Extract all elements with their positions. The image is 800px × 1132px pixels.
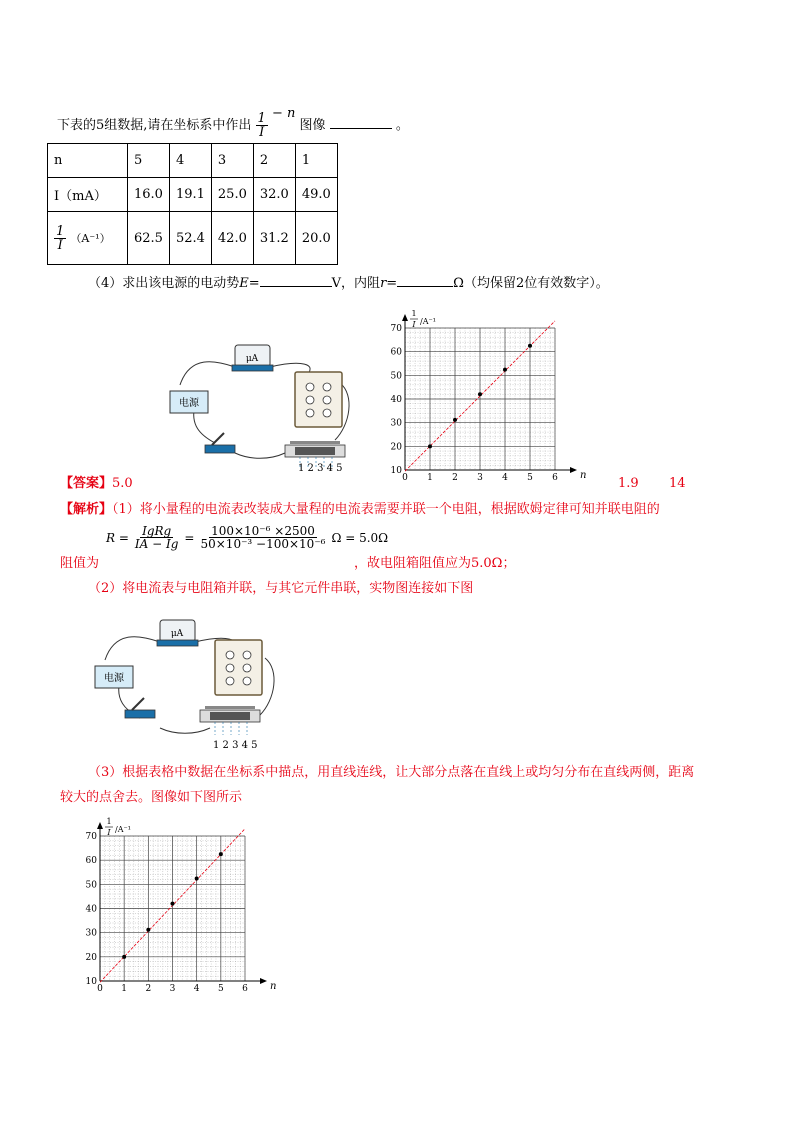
y-tick-label: 60: [390, 347, 402, 358]
x-tick-label: 2: [145, 984, 152, 993]
x-tick-label: 3: [477, 473, 483, 483]
battery: [95, 666, 133, 688]
battery-label: 电源: [104, 673, 124, 684]
answer-2: 1.9: [618, 476, 639, 491]
x-origin-label: 0: [402, 473, 408, 483]
intro-minus-n: − n: [271, 106, 296, 121]
intro-text: 下表的5组数据,请在坐标系中作出: [57, 118, 252, 133]
microammeter: [157, 620, 198, 646]
y-label-unit: /A⁻¹: [420, 317, 436, 326]
graph-2: [75, 808, 295, 993]
y-label-unit: /A⁻¹: [115, 825, 131, 834]
rheostat: [285, 441, 345, 457]
y-tick-label: 20: [390, 442, 402, 453]
x-axis-label: n: [580, 470, 587, 481]
y-tick-label: 40: [85, 904, 97, 915]
x-tick-label: 2: [452, 473, 458, 483]
data-point: [171, 902, 175, 906]
switch: [125, 698, 155, 718]
analysis-p3a: （3）根据表格中数据在坐标系中描点，用直线连线，让大部分点落在直线上或均匀分布在直线两侧，距离: [88, 765, 695, 780]
y-label-num: 1: [411, 310, 417, 318]
x-axis-arrow: [260, 978, 267, 984]
y-tick-label: 70: [85, 832, 97, 842]
x-tick-label: 5: [217, 984, 224, 993]
table-row: $\frac{1}{I}$ （A⁻¹） 62.5 52.4 42.0 31.2 20.0: [48, 212, 338, 265]
resistance-box: [215, 640, 262, 695]
microammeter: [232, 345, 273, 371]
y-tick-label: 70: [390, 324, 402, 334]
x-axis-label: n: [270, 981, 277, 992]
y-axis-arrow: [402, 314, 408, 321]
answer-3: 14: [669, 476, 686, 491]
x-tick-label: 4: [502, 473, 508, 483]
intro-line: 下表的5组数据,请在坐标系中作出 $\frac{1}{I}$ − n 图像 。: [57, 106, 409, 140]
x-tick-label: 5: [527, 473, 533, 483]
data-point: [195, 877, 199, 881]
eq-fraction-2: $\frac{\text{100×10⁻⁶ ×2500}}{\text{50×10⁻³ −100×10⁻⁶}}$: [200, 524, 326, 551]
data-point: [503, 368, 507, 372]
intro-text-after: 图像: [299, 118, 326, 133]
eq-fraction-1: $\frac{\text{IgRg}}{IA - Ig}$: [134, 524, 179, 551]
y-tick-label: 30: [85, 928, 97, 939]
table-row: n 5 4 3 2 1: [48, 144, 338, 178]
y-tick-label: 60: [85, 856, 97, 867]
data-point: [122, 955, 126, 959]
x-tick-label: 4: [193, 984, 200, 993]
resistance-blank[interactable]: [397, 286, 453, 287]
graph-1: [380, 310, 600, 485]
y-tick-label: 20: [85, 952, 97, 963]
data-point: [478, 392, 482, 396]
answer-line: 【答案】5.0: [60, 476, 133, 491]
equation: R = $\frac{\text{IgRg}}{IA - Ig}$ = $\frac{\text{100×10⁻⁶ ×2500}}{\text{50×10⁻³ −100×10⁻⁶}}$ Ω = 5.0Ω: [106, 524, 389, 551]
question-4: （4）求出该电源的电动势E= V，内阻r= Ω（均保留2位有效数字）。: [88, 276, 609, 291]
y-origin-label: 10: [390, 466, 402, 476]
circuit-diagram-2: [85, 610, 285, 745]
x-origin-label: 0: [97, 984, 103, 993]
x-tick-label: 1: [427, 473, 433, 483]
table-row: I（mA） 16.0 19.1 25.0 32.0 49.0: [48, 178, 338, 212]
y-tick-label: 50: [85, 880, 97, 891]
y-tick-label: 50: [390, 371, 402, 382]
y-tick-label: 30: [390, 418, 402, 429]
emf-blank[interactable]: [260, 286, 332, 287]
analysis-p3b: 较大的点舍去。图像如下图所示: [60, 790, 243, 805]
intro-blank[interactable]: [330, 128, 392, 129]
switch: [205, 433, 235, 453]
y-origin-label: 10: [85, 977, 97, 987]
meter-label: μA: [245, 354, 259, 364]
rheostat-scale: 1 2 3 4 5: [213, 740, 258, 751]
data-table: [47, 143, 338, 265]
intro-fraction: $\frac{1}{I}$: [257, 111, 266, 140]
rheostat-scale: 1 2 3 4 5: [298, 463, 343, 474]
data-point: [428, 444, 432, 448]
rheostat: [200, 706, 260, 722]
x-tick-label: 3: [169, 984, 176, 993]
data-point: [453, 418, 457, 422]
data-point: [146, 928, 150, 932]
resistance-box: [295, 372, 342, 427]
analysis-p1b: 阻值为: [60, 556, 100, 571]
analysis-p2: （2）将电流表与电阻箱并联，与其它元件串联，实物图连接如下图: [88, 581, 474, 596]
y-axis-arrow: [97, 822, 103, 829]
analysis-p1: 【解析】（1）将小量程的电流表改装成大量程的电流表需要并联一个电阻，根据欧姆定律可知并联电阻的: [60, 502, 660, 517]
battery: [170, 391, 208, 413]
x-tick-label: 6: [552, 473, 558, 483]
data-point: [219, 852, 223, 856]
table-fraction: $\frac{1}{I}$: [56, 223, 65, 253]
y-label-den: I: [412, 320, 416, 329]
y-tick-label: 40: [390, 395, 402, 405]
circuit-diagram: [160, 335, 360, 470]
y-label-den: I: [107, 828, 111, 837]
analysis-p1c: ，故电阻箱阻值应为5.0Ω；: [354, 556, 516, 571]
y-label-num: 1: [106, 817, 112, 826]
x-tick-label: 6: [242, 984, 248, 993]
data-point: [528, 344, 532, 348]
meter-label: μA: [170, 629, 184, 639]
x-axis-arrow: [570, 467, 577, 473]
x-tick-label: 1: [121, 984, 128, 993]
battery-label: 电源: [179, 398, 199, 409]
